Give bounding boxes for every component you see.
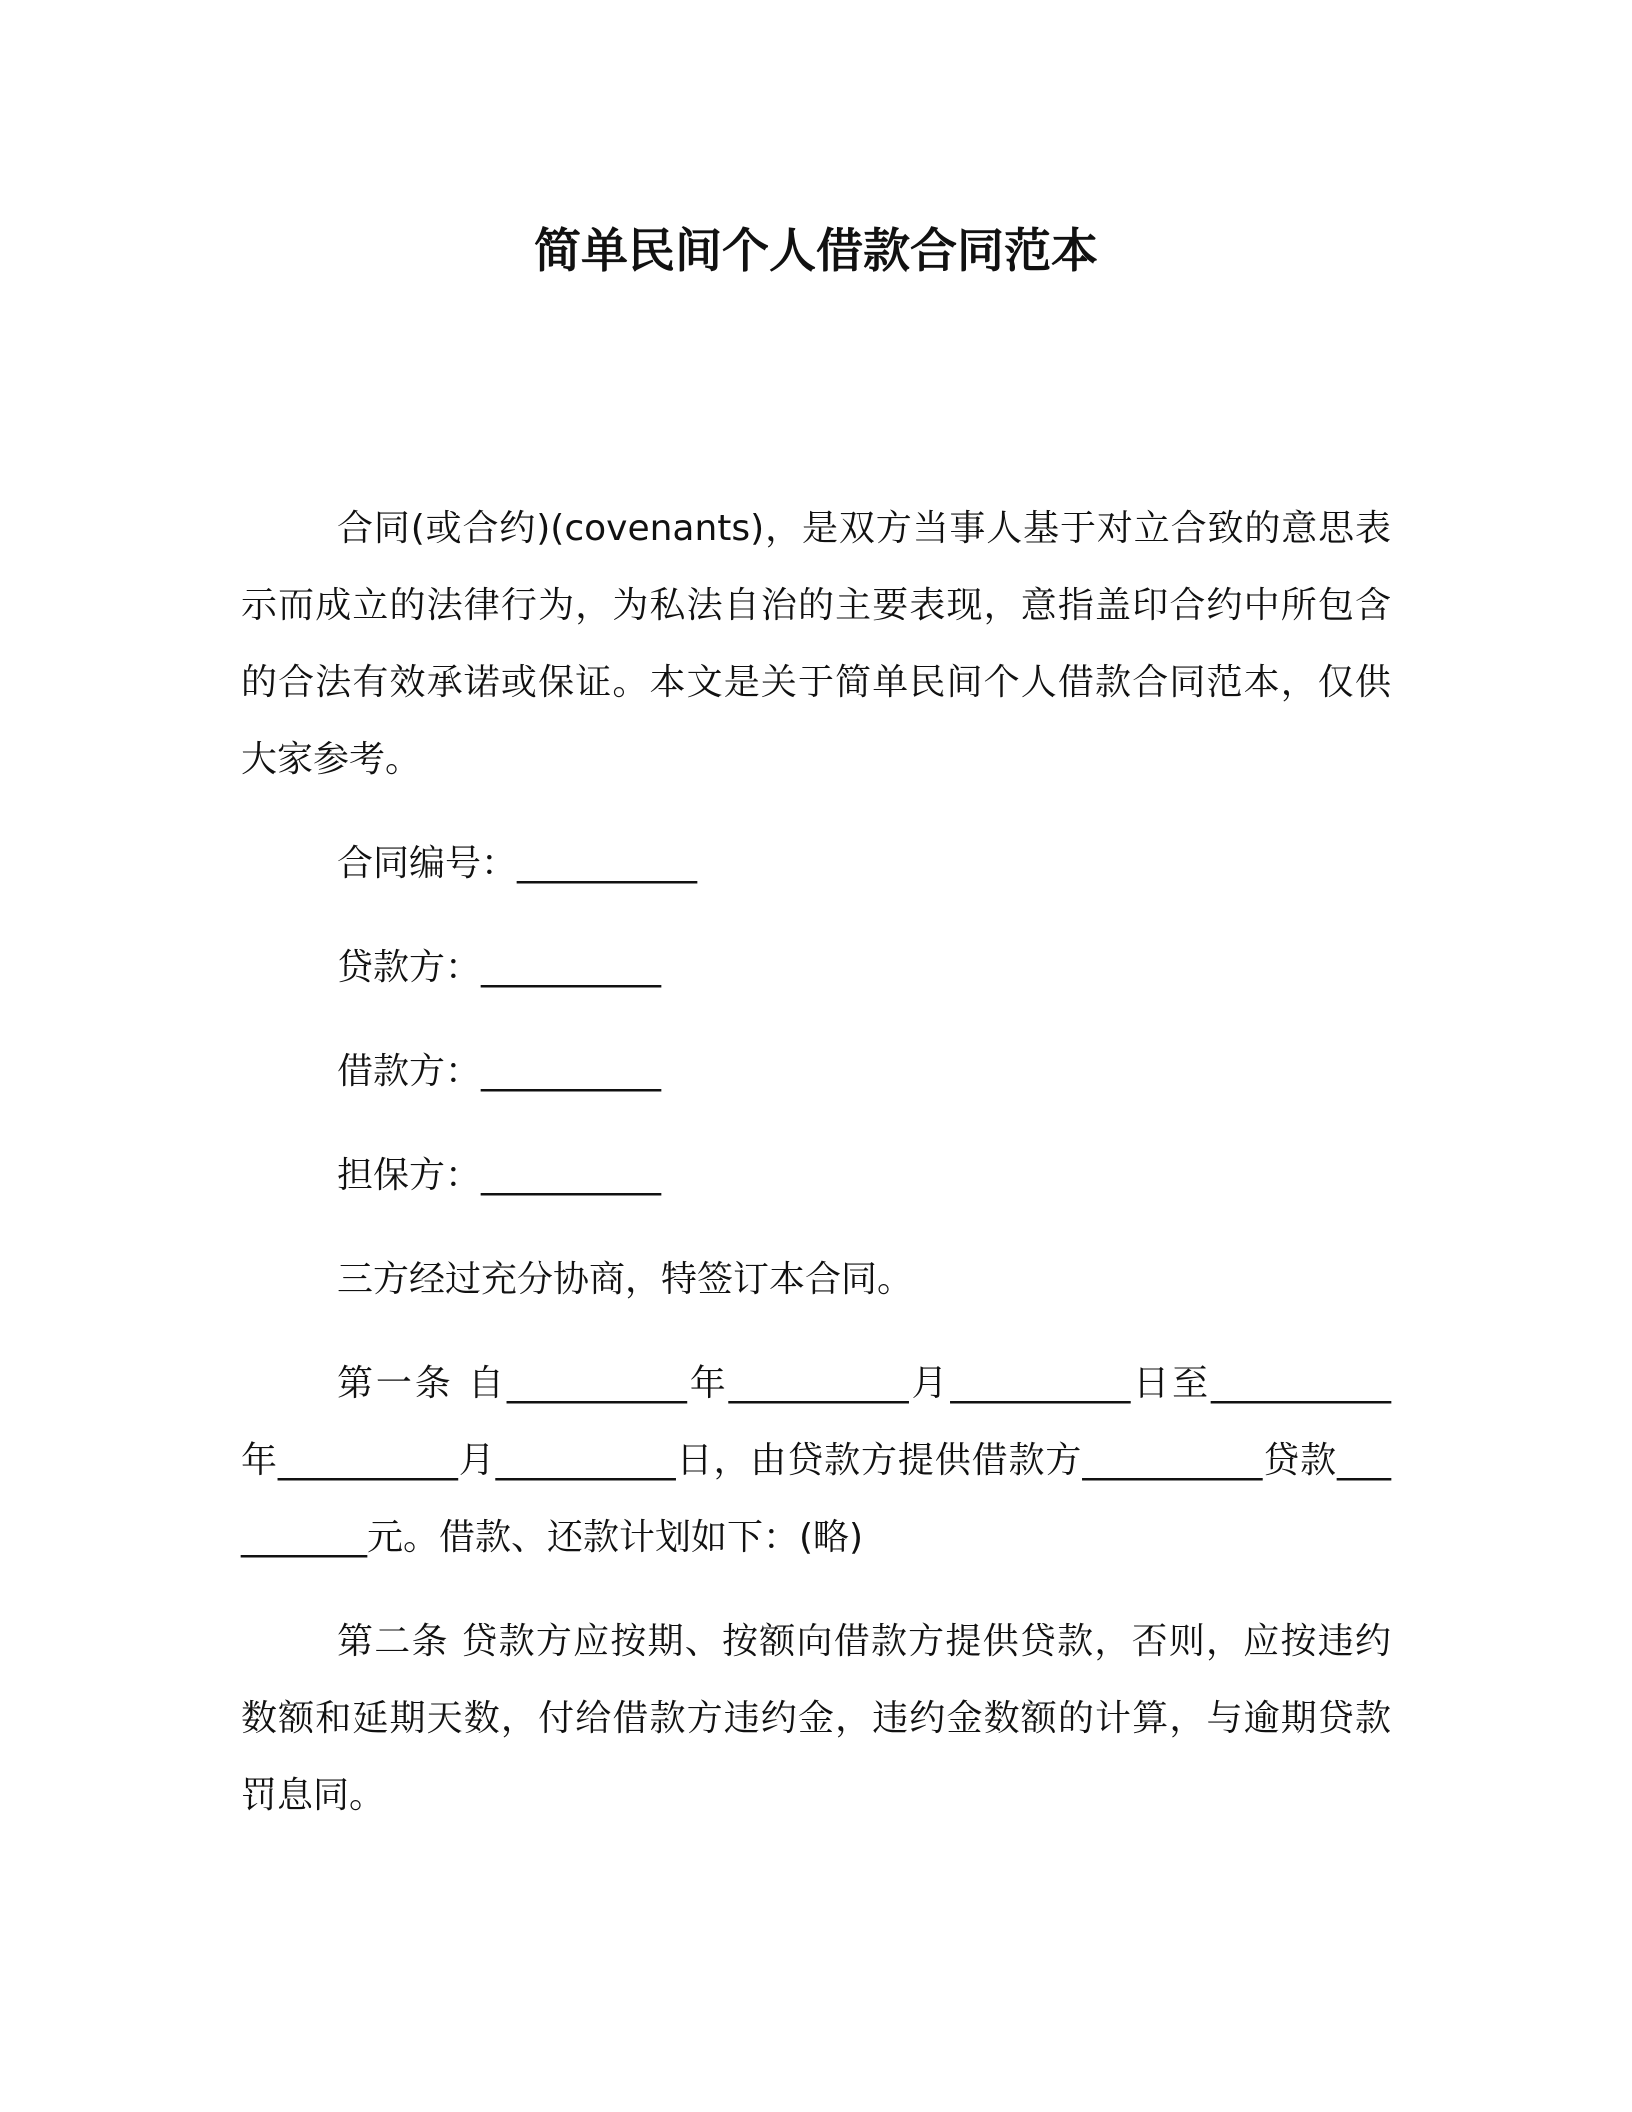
intro-paragraph: 合同(或合约)(covenants)，是双方当事人基于对立合致的意思表示而成立的法律行为，为私法自治的主要表现，意指盖印合约中所包含的合法有效承诺或保证。本文是关于简单民间个人借款合同范本，仅供大家参考。 [241, 508, 1391, 780]
contract-number-blank: __________ [517, 843, 698, 884]
document-title: 简单民间个人借款合同范本 [534, 224, 1098, 279]
lender-field [241, 929, 1391, 1006]
contract-number-label: 合同编号： [337, 843, 518, 884]
borrower-blank: __________ [481, 1051, 662, 1092]
borrower-label: 借款方： [337, 1051, 482, 1092]
guarantor-label: 担保方： [337, 1155, 482, 1196]
document-body [241, 490, 1391, 1861]
article-1: 第一条 自__________年__________月__________日至__________年__________月__________日，由贷款方提供借款方__________贷款__________元。借款、还款计划如下：(略) [241, 1363, 1391, 1558]
consensus-statement: 三方经过充分协商，特签订本合同。 [337, 1259, 914, 1300]
contract-number-field [241, 825, 1391, 902]
guarantor-blank: __________ [481, 1155, 662, 1196]
lender-blank: __________ [481, 947, 662, 988]
guarantor-field [241, 1137, 1391, 1214]
lender-label: 贷款方： [337, 947, 482, 988]
article-2: 第二条 贷款方应按期、按额向借款方提供贷款，否则，应按违约数额和延期天数，付给借款方违约金，违约金数额的计算，与逾期贷款罚息同。 [241, 1621, 1391, 1816]
borrower-field [241, 1033, 1391, 1110]
